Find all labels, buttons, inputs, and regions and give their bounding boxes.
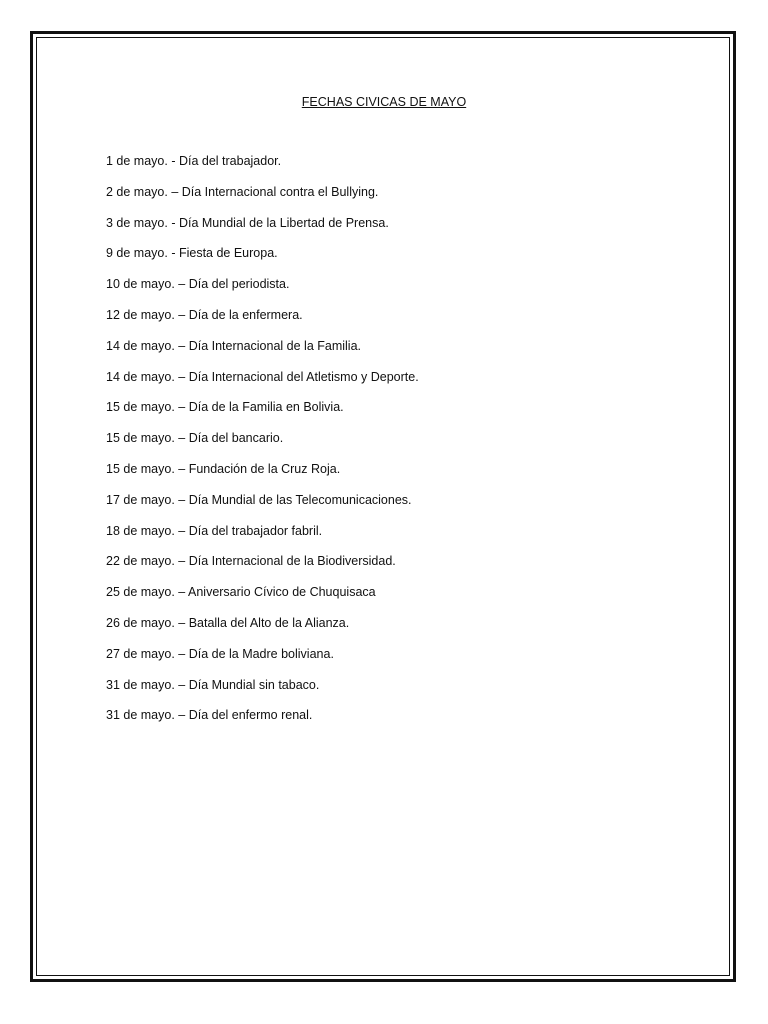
date-entry: 27 de mayo. – Día de la Madre boliviana.: [106, 646, 334, 661]
date-entry: 15 de mayo. – Día del bancario.: [106, 431, 284, 446]
date-entry: 12 de mayo. – Día de la enfermera.: [106, 307, 303, 322]
date-entry: 15 de mayo. – Día de la Familia en Bolivia.: [106, 400, 344, 415]
civic-dates-list: [106, 153, 419, 738]
date-entry: 14 de mayo. – Día Internacional de la Familia.: [106, 338, 361, 353]
date-entry: 26 de mayo. – Batalla del Alto de la Alianza.: [106, 615, 350, 630]
date-entry: 15 de mayo. – Fundación de la Cruz Roja.: [106, 461, 341, 476]
date-entry: 14 de mayo. – Día Internacional del Atletismo y Deporte.: [106, 369, 419, 384]
date-entry: 3 de mayo. - Día Mundial de la Libertad de Prensa.: [106, 215, 389, 230]
date-entry: 18 de mayo. – Día del trabajador fabril.: [106, 523, 323, 538]
date-entry: 1 de mayo. - Día del trabajador.: [106, 154, 282, 168]
date-entry: 2 de mayo. – Día Internacional contra el Bullying.: [106, 184, 379, 199]
date-entry: 31 de mayo. – Día Mundial sin tabaco.: [106, 677, 320, 692]
date-entry: 31 de mayo. – Día del enfermo renal.: [106, 708, 313, 723]
date-entry: 22 de mayo. – Día Internacional de la Biodiversidad.: [106, 554, 396, 569]
document-title: FECHAS CIVICAS DE MAYO: [301, 95, 467, 109]
date-entry: 25 de mayo. – Aniversario Cívico de Chuquisaca: [106, 585, 376, 600]
date-entry: 9 de mayo. - Fiesta de Europa.: [106, 246, 278, 261]
date-entry: 17 de mayo. – Día Mundial de las Telecomunicaciones.: [106, 492, 412, 507]
date-entry: 10 de mayo. – Día del periodista.: [106, 277, 290, 292]
